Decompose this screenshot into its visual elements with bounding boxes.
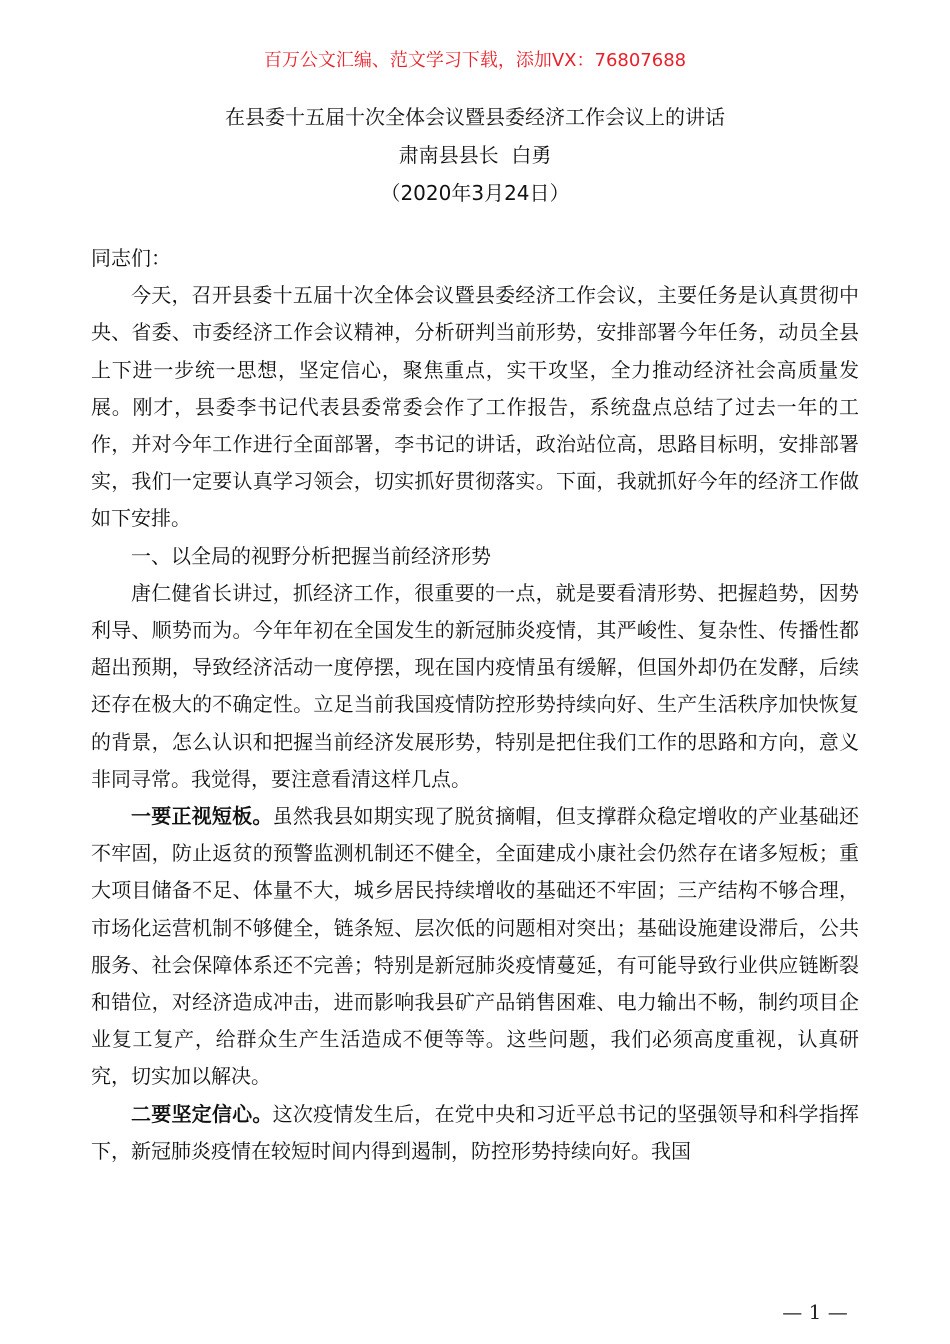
- watermark-banner: 百万公文汇编、范文学习下载，添加VX：76807688: [263, 50, 687, 71]
- paragraph-intro: [91, 277, 859, 537]
- document-title: 在县委十五届十次全体会议暨县委经济工作会议上的讲话: [225, 105, 725, 129]
- page-number: — 1 —: [782, 1300, 848, 1324]
- document-body: [91, 240, 859, 1170]
- paragraph-text: 今天，召开县委十五届十次全体会议暨县委经济工作会议，主要任务是认真贯彻中央、省委、市委经济工作会议精神，分析研判当前形势，安排部署今年任务，动员全县上下进一步统一思想，坚定信心，聚焦重点，实干攻坚，全力推动经济社会高质量发展。刚才，县委李书记代表县委常委会作了工作报告，系统盘点总结了过去一年的工作，并对今年工作进行全面部署，李书记的讲话，政治站位高，思路目标明，安排部署实，我们一定要认真学习领会，切实抓好贯彻落实。下面，我就抓好今年的经济工作做如下安排。: [91, 283, 859, 531]
- document-header: [0, 98, 950, 212]
- point-lead: 一要正视短板。: [131, 804, 273, 829]
- paragraph-text: 唐仁健省长讲过，抓经济工作，很重要的一点，就是要看清形势、把握趋势，因势利导、顺势而为。今年年初在全国发生的新冠肺炎疫情，其严峻性、复杂性、传播性都超出预期，导致经济活动一度停摆，现在国内疫情虽有缓解，但国外却仍在发酵，后续还存在极大的不确定性。立足当前我国疫情防控形势持续向好、生产生活秩序加快恢复的背景，怎么认识和把握当前经济发展形势，特别是把住我们工作的思路和方向，意义非同寻常。我觉得，要注意看清这样几点。: [91, 580, 859, 791]
- speech-date: （2020年3月24日）: [380, 181, 570, 205]
- paragraph-situation: [91, 575, 859, 798]
- speaker-line: 肃南县县长 白勇: [398, 143, 552, 167]
- paragraph-text: 这次疫情发生后，在党中央和习近平总书记的坚强领导和科学指挥下，新冠肺炎疫情在较短时间内得到遏制，防控形势持续向好。我国: [91, 1101, 860, 1163]
- section-heading-text: 一、以全局的视野分析把握当前经济形势: [131, 543, 491, 568]
- point-lead: 二要坚定信心。: [131, 1101, 273, 1126]
- paragraph-point-2: [91, 1096, 859, 1170]
- section-heading-1: [91, 538, 859, 575]
- salutation: 同志们：: [91, 246, 171, 270]
- paragraph-text: 虽然我县如期实现了脱贫摘帽，但支撑群众稳定增收的产业基础还不牢固，防止返贫的预警监测机制还不健全，全面建成小康社会仍然存在诸多短板；重大项目储备不足、体量不大，城乡居民持续增收的基础还不牢固；三产结构不够合理，市场化运营机制不够健全，链条短、层次低的问题相对突出；基础设施建设滞后，公共服务、社会保障体系还不完善；特别是新冠肺炎疫情蔓延，有可能导致行业供应链断裂和错位，对经济造成冲击，进而影响我县矿产品销售困难、电力输出不畅，制约项目企业复工复产，给群众生产生活造成不便等等。这些问题，我们必须高度重视，认真研究，切实加以解决。: [91, 804, 860, 1089]
- paragraph-point-1: [91, 798, 859, 1096]
